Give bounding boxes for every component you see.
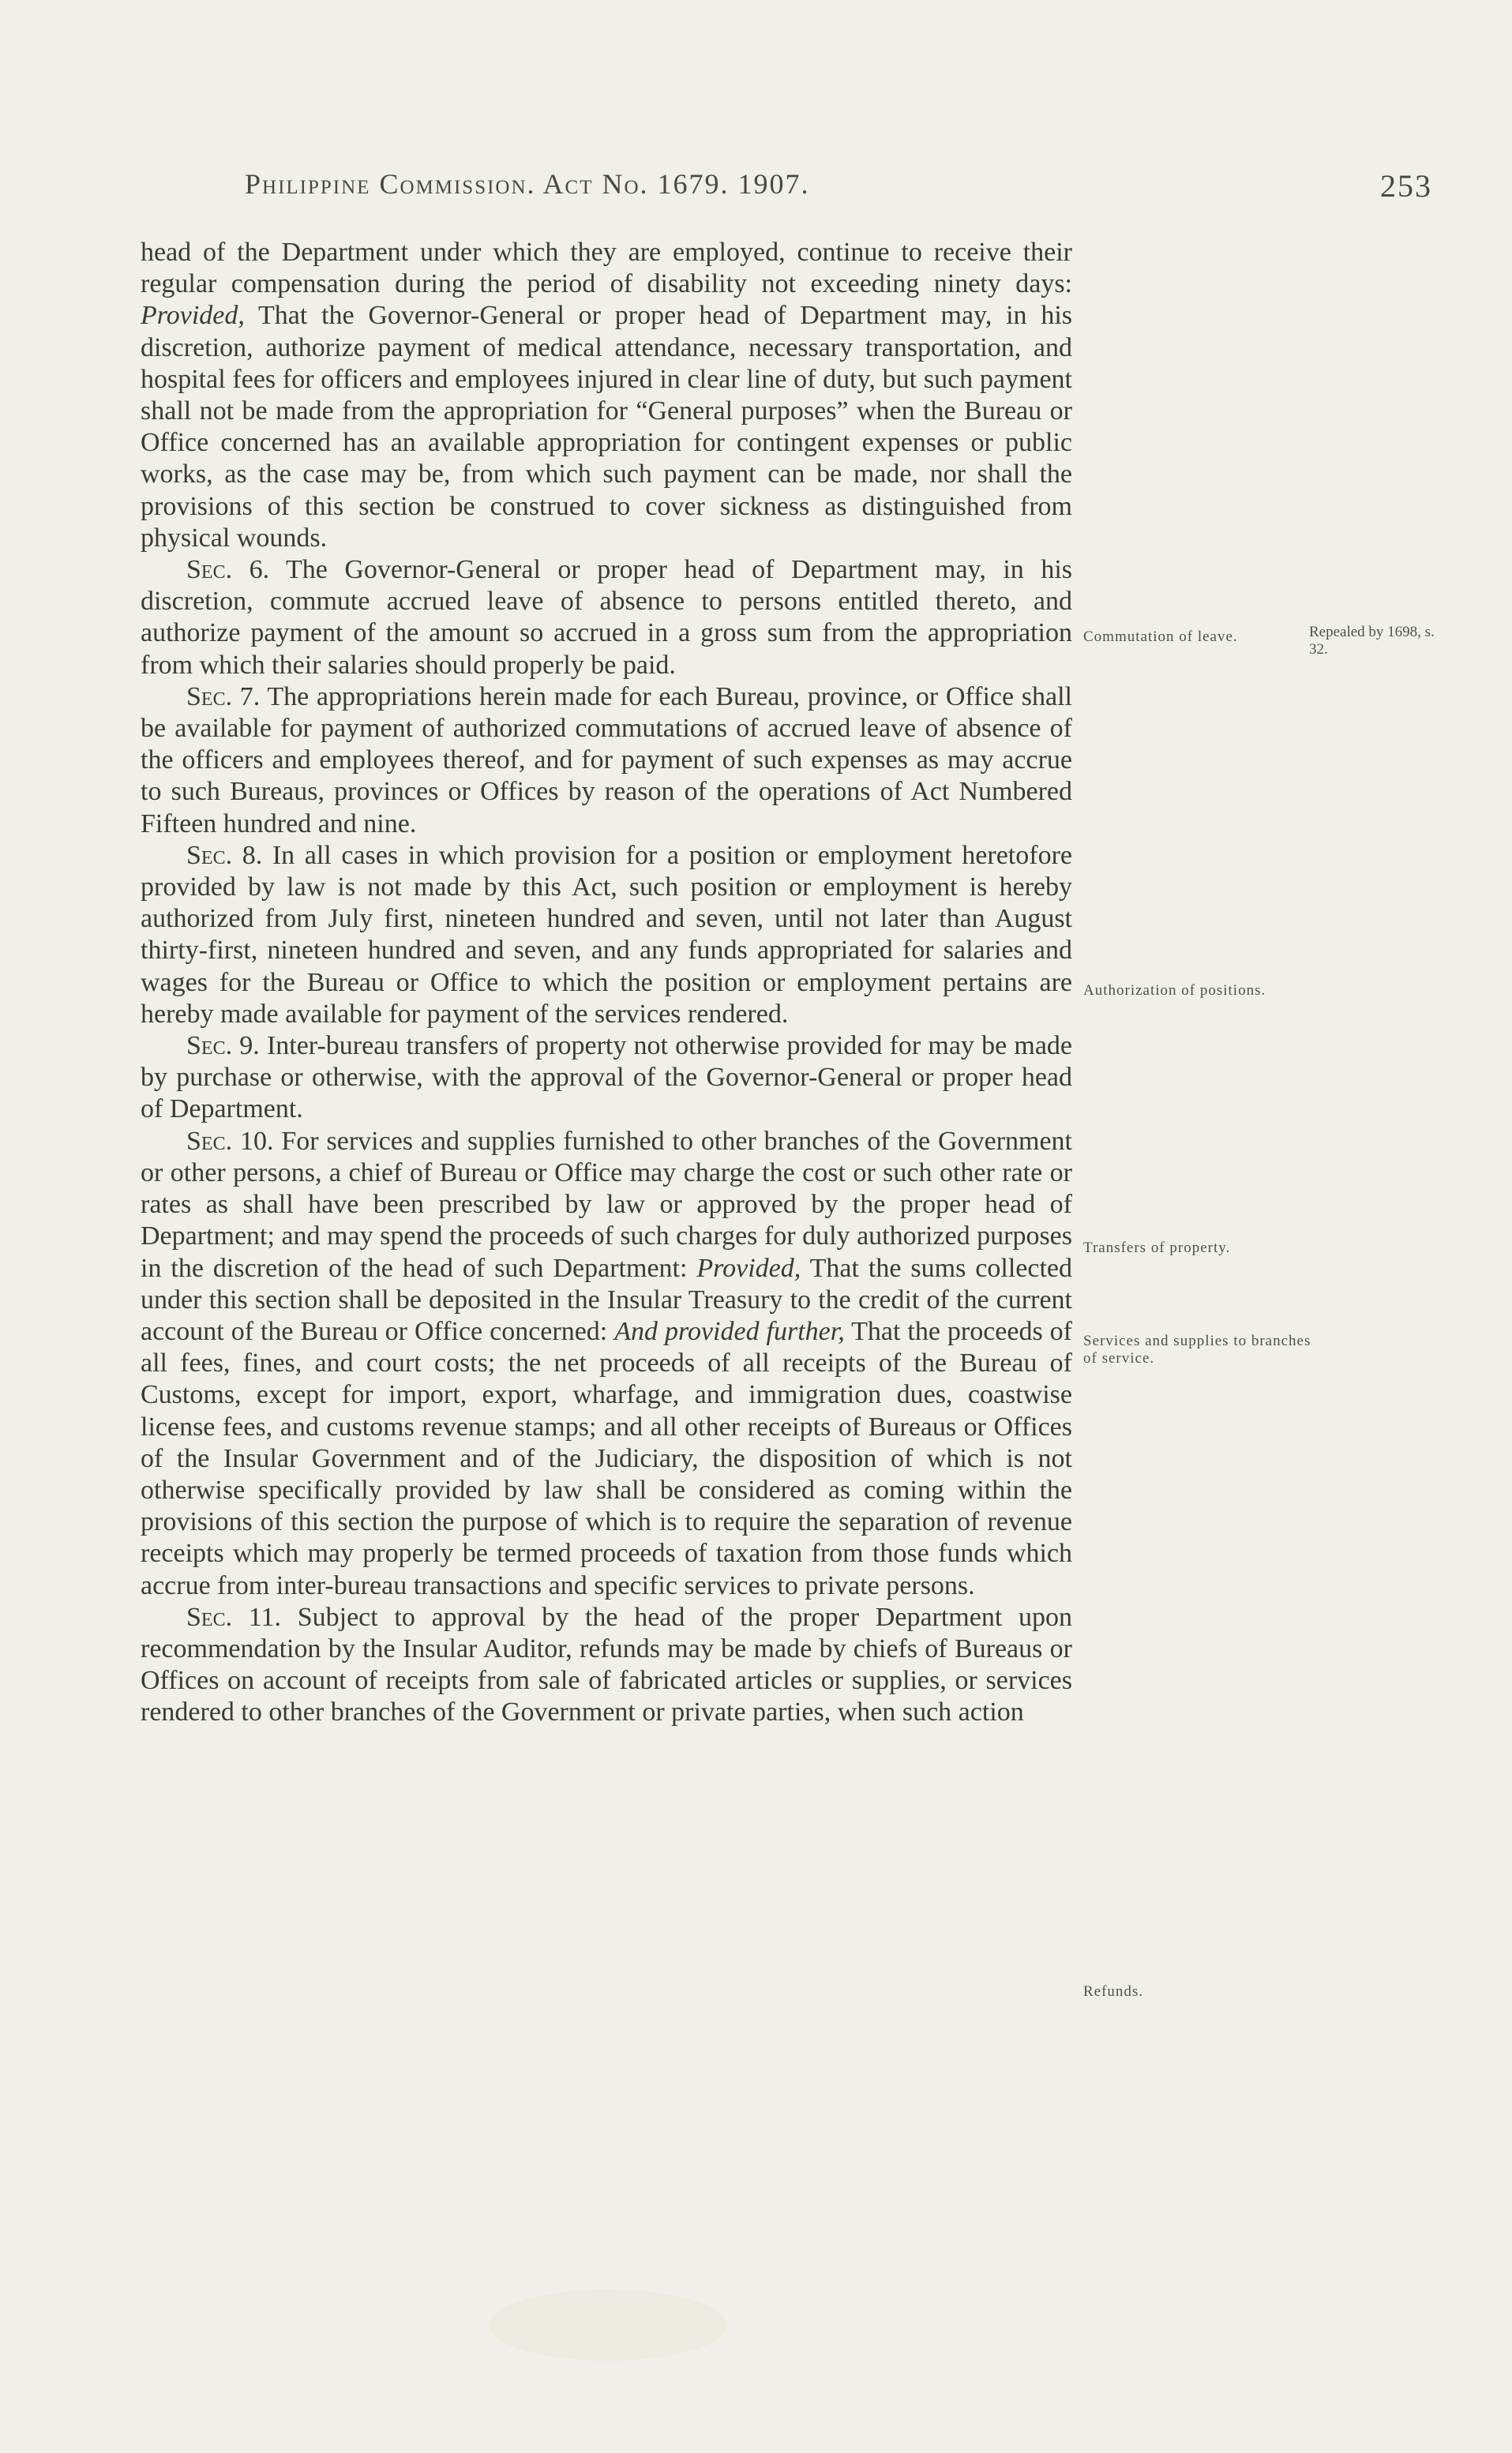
section-label: Sec. 10. [186, 1126, 274, 1156]
italic-run: And provided further, [614, 1316, 845, 1346]
running-head: Philippine Commission. Act No. 1679. 1907. [245, 168, 810, 200]
margin-note-repealed: Repealed by 1698, s. 32. [1309, 624, 1435, 658]
margin-note-services: Services and supplies to branches of service. [1083, 1333, 1311, 1367]
margin-note-transfers: Transfers of property. [1083, 1240, 1231, 1256]
text-run: For services and supplies furnished to other branches of the Government or other persons, a chief of Bureau or Office may charge the cost or such other rate or rates as shall have been prescribed by law or approved by the proper head of Department; and may spend the proceeds of such charges for duly authorized purposes in the discretion of the head of such Department: [141, 1126, 1072, 1283]
section-11 [141, 1602, 1072, 1729]
italic-run: Provided, [696, 1253, 801, 1283]
text-run: Subject to approval by the head of the proper Department upon recommendation by the Insular Auditor, refunds may be made by chiefs of Bureaus or Offices on account of receipts from sale of fabricated articles or supplies, or services rendered to other branches of the Government or private parties, when such action [141, 1602, 1072, 1727]
text-run: The Governor-General or proper head of Department may, in his discretion, commute accrued leave of absence to persons entitled thereto, and authorize payment of the amount so accrued in a gross sum from the appropriation from which their salaries should properly be paid. [141, 555, 1072, 680]
section-6 [141, 554, 1072, 681]
text-run: In all cases in which provision for a position or employment heretofore provided by law is not made by this Act, such position or employment is hereby authorized from July first, nineteen hundred and seven, until not later than August thirty-first, nineteen hundred and seven, and any funds appropriated for salaries and wages for the Bureau or Office to which the position or employment pertains are hereby made available for payment of the services rendered. [141, 840, 1072, 1029]
margin-note-commutation: Commutation of leave. [1083, 628, 1238, 645]
text-run: That the Governor-General or proper head of Department may, in his discretion, authorize payment of medical attendance, necessary transportation, and hospital fees for officers and employees injured in clear line of duty, but such payment shall not be made from the appropriation for “General purposes” when the Bureau or Office concerned has an available appropriation for contingent expenses or public works, as the case may be, from which such payment can be made, nor shall the provisions of this section be construed to cover sickness as distinguished from physical wounds. [141, 301, 1072, 553]
section-label: Sec. 8. [186, 840, 263, 870]
section-7 [141, 681, 1072, 840]
section-label: Sec. 7. [186, 681, 261, 711]
paragraph-continued [141, 237, 1072, 554]
page-header [234, 167, 1432, 212]
text-run: The appropriations herein made for each Bureau, province, or Office shall be available for payment of authorized commutations of accrued leave of absence of the officers and employees thereof, and for payment of such expenses as may accrue to such Bureaus, provinces or Offices by reason of the operations of Act Numbered Fifteen hundred and nine. [141, 681, 1072, 838]
section-label: Sec. 6. [186, 555, 270, 585]
section-9 [141, 1030, 1072, 1126]
body-text [141, 237, 1072, 1729]
section-label: Sec. 9. [186, 1031, 260, 1061]
margin-note-authorization: Authorization of positions. [1083, 982, 1266, 999]
text-run: That the proceeds of all fees, fines, and court costs; the net proceeds of all receipts of the Bureau of Customs, except for import, export, wharfage, and immigration dues, coastwise license fees, and customs revenue stamps; and all other receipts of Bureaus or Offices of the Insular Government and of the Judiciary, the disposition of which is not otherwise specifically provided by law shall be considered as coming within the provisions of this section the purpose of which is to require the separation of revenue receipts which may properly be termed proceeds of taxation from those funds which accrue from inter-bureau transactions and specific services to private persons. [141, 1316, 1072, 1600]
text-run: Inter-bureau transfers of property not otherwise provided for may be made by purchase or otherwise, with the approval of the Governor-General or proper head of Department. [141, 1031, 1073, 1124]
paper-stain [490, 2290, 726, 2361]
page-number: 253 [1380, 168, 1432, 204]
section-label: Sec. 11. [186, 1602, 282, 1632]
text-run: head of the Department under which they are employed, continue to receive their regular compensation during the period of disability not exceeding ninety days: [141, 238, 1072, 299]
margin-note-refunds: Refunds. [1083, 1983, 1144, 2000]
section-10 [141, 1126, 1072, 1602]
italic-run: Provided, [141, 301, 245, 331]
text-run: That the sums collected under this section shall be deposited in the Insular Treasury to the credit of the current account of the Bureau or Office concerned: [141, 1253, 1072, 1346]
section-8 [141, 840, 1072, 1030]
